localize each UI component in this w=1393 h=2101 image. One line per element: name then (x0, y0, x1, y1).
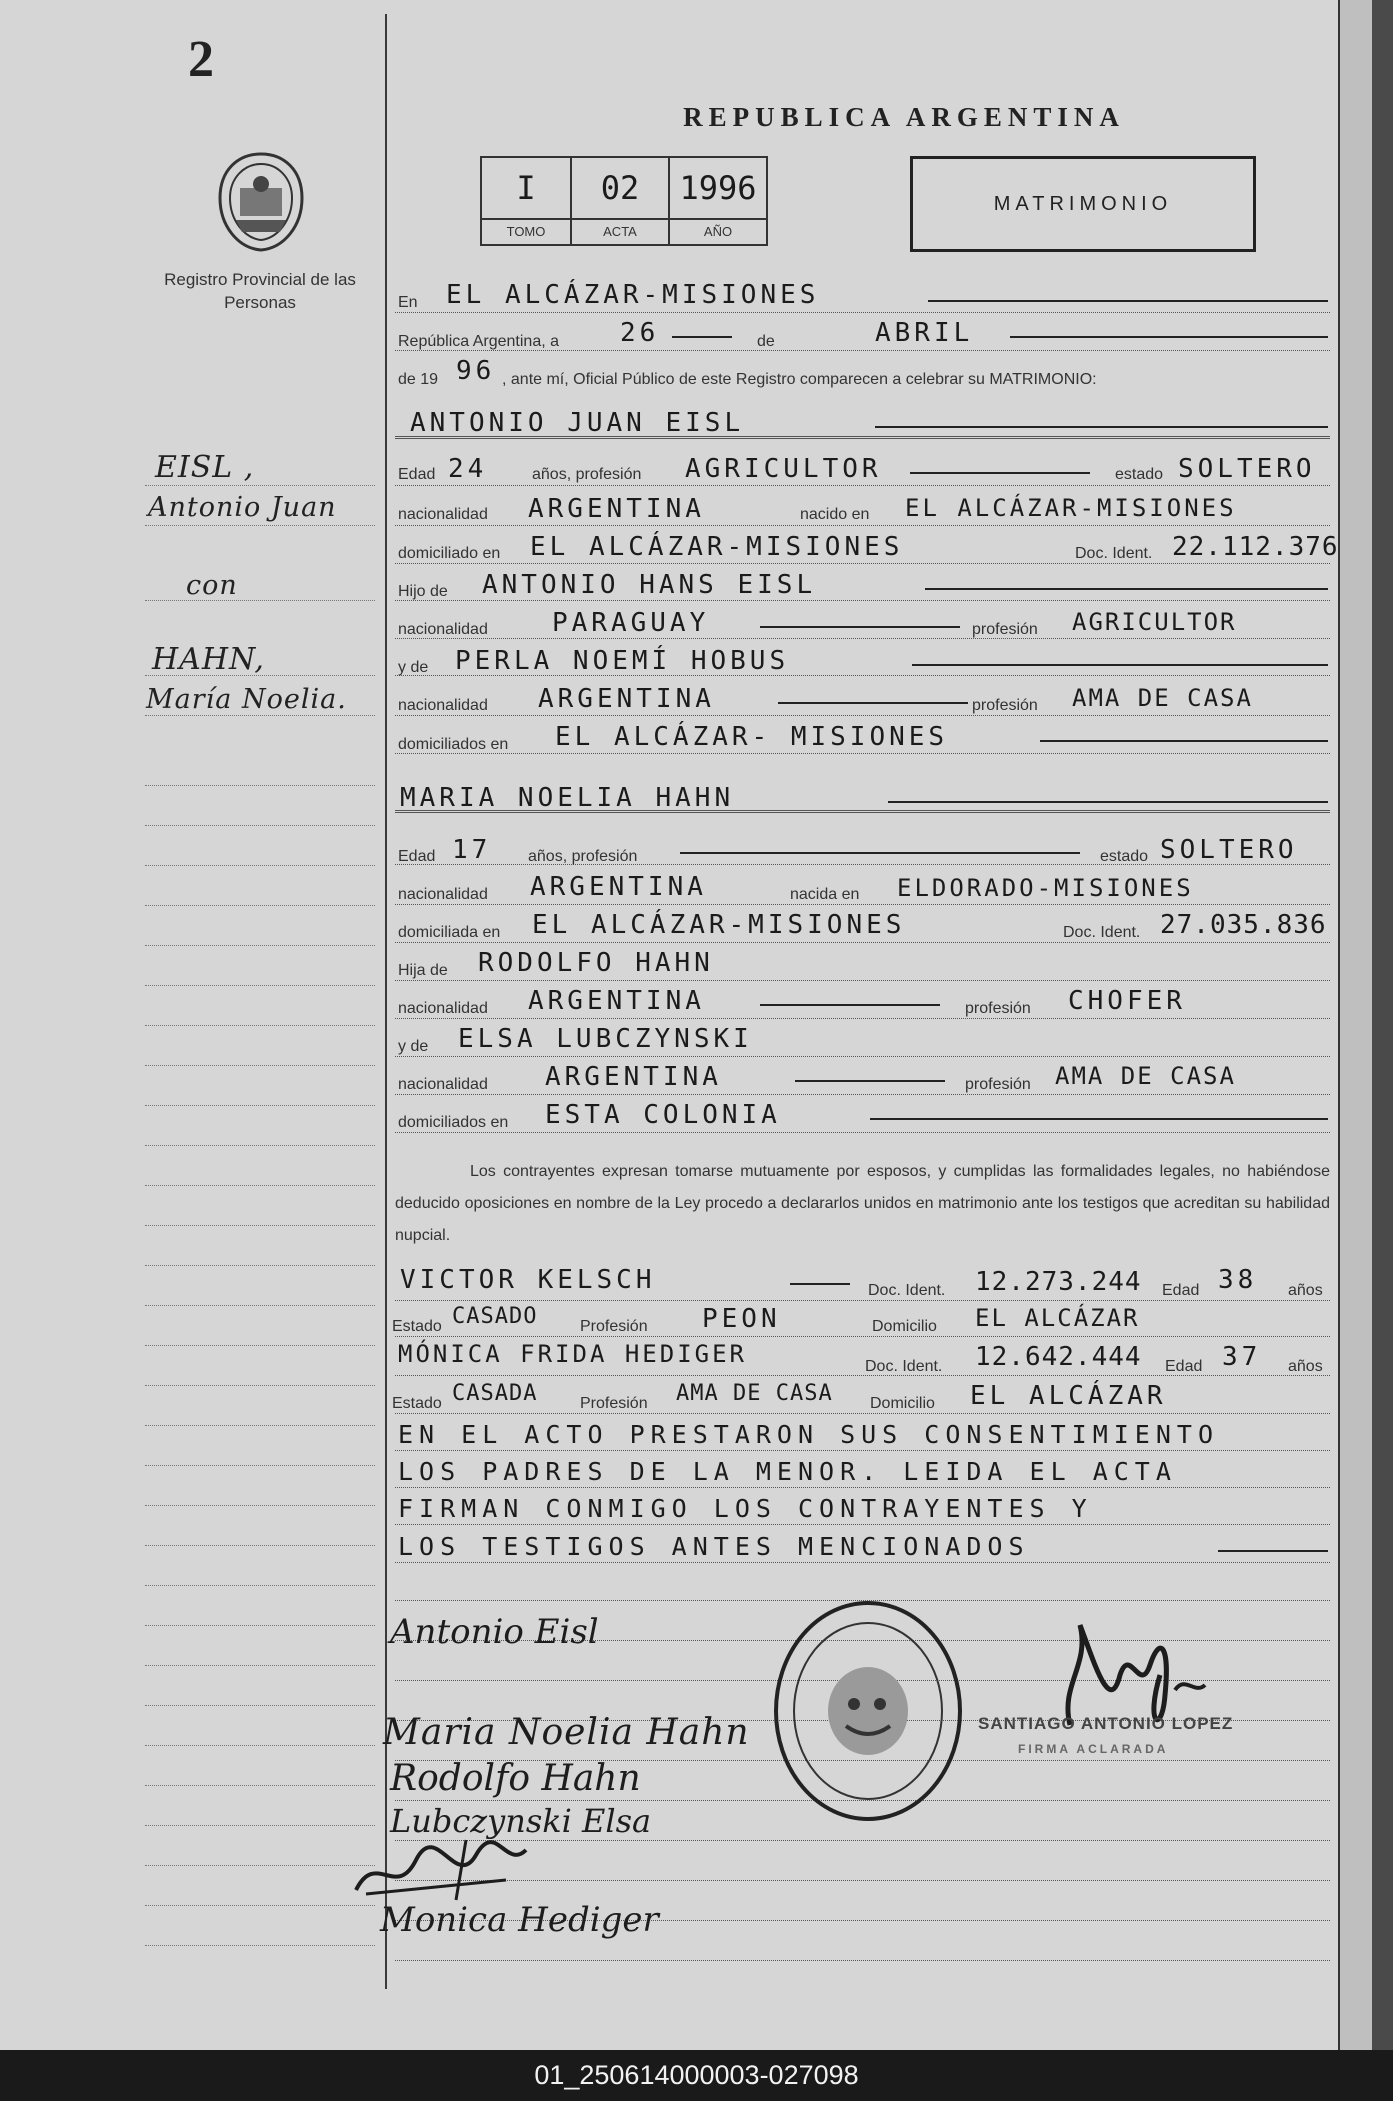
document-page: 2 Registro Provincial de las Personas EISL , Antonio Juan con HAHN, María Noelia. REPUBLICA ARGENTINA I 02 1996 TOMO ACTA AÑO MATRIMONIO En EL ALCÁZAR-MISIONES República Argentina, a 26 de ABRIL de 19 96 , ante mí, Oficial Público de este Registro comparecen a celebrar su MATRIMONIO: ANTONIO JUAN EISL Edad 24 años, profesión AGRICULTOR estado SOLTERO nacionalidad ARGENTINA nacido en EL ALCÁZAR-MISIONES domiciliado en EL ALCÁZAR-MISIONES Doc. Ident. 22.112.376 Hijo de ANTONIO HANS EISL nacionalidad PARAGUAY profesión AGRICULTOR y de PERLA NOEMÍ HOBUS nacionalidad ARGENTINA profesión AMA DE CASA domiciliados en EL ALCÁZAR- MISIONES MARIA NOELIA HAHN Edad 17 años, profesión estado SOLTERO nacionalidad ARGENTINA nacida en ELDORADO-MISIONES domiciliada en EL ALCÁZAR-MISIONES Doc. Ident. 27.035.836 Hija de RODOLFO HAHN nacionalidad ARGENTINA profesión CHOFER y de ELSA LUBCZYNSKI nacionalidad ARGENTINA profesión AMA DE CASA domiciliados en ESTA COLONIA Los contrayentes expresan tomarse mutuamente por esposos, y cumplidas las formalidades legales, no habiéndose deducido oposiciones en nombre de la Ley procedo a declararlos unidos en matrimonio ante los testigos que acreditan su habilidad nupcial. VICTOR KELSCH Doc. Ident. 12.273.244 Edad 38 años Estado CASADO Profesión PEON Domicilio EL ALCÁZAR MÓNICA FRIDA HEDIGER Doc. Ident. 12.642.444 Edad 37 años Estado CASADA Profesión AMA DE CASA Domicilio EL ALCÁZAR EN EL ACTO PRESTARON SUS CONSENTIMIENTO LOS PADRES DE LA MENOR. LEIDA EL ACTA FIRMAN CONMIGO LOS CONTRAYENTES Y LOS TESTIGOS ANTES MENCIONADOS Antonio Eisl Maria Noelia Hahn Rodolfo Hahn Lubczynski Elsa Monica Hediger SANTIAGO ANTONIO LOPEZ FIRMA ACLARADA (0, 0, 1370, 2050)
bride-civil-status: SOLTERO (1160, 835, 1298, 865)
note-line-1: EN EL ACTO PRESTARON SUS CONSENTIMIENTO (398, 1420, 1219, 1449)
groom-father: ANTONIO HANS EISL (482, 570, 817, 600)
bride-father: RODOLFO HAHN (478, 948, 714, 978)
ceremony-year: 96 (456, 356, 496, 386)
signature-bride: Maria Noelia Hahn (383, 1712, 750, 1753)
note-line-2: LOS PADRES DE LA MENOR. LEIDA EL ACTA (398, 1457, 1177, 1486)
document-type-box: MATRIMONIO (910, 156, 1256, 252)
signature-bride-mother: Lubczynski Elsa (390, 1802, 652, 1840)
tomo-acta-ano-box (480, 156, 768, 246)
bride-name: MARIA NOELIA HAHN (400, 783, 735, 813)
official-round-stamp (768, 1596, 968, 1826)
page-edge (1338, 0, 1372, 2050)
ceremony-day: 26 (620, 318, 660, 348)
registro-label: Registro Provincial de las Personas (164, 270, 356, 312)
provincial-seal-icon (214, 150, 308, 254)
margin-con: con (186, 570, 238, 601)
country-title: REPUBLICA ARGENTINA (683, 102, 1125, 132)
note-line-4: LOS TESTIGOS ANTES MENCIONADOS (398, 1532, 1030, 1561)
bride-doc-number: 27.035.836 (1160, 910, 1327, 940)
margin-divider (385, 14, 387, 1989)
ceremony-place: EL ALCÁZAR-MISIONES (446, 280, 820, 310)
bride-mother: ELSA LUBCZYNSKI (458, 1024, 753, 1054)
page-number: 2 (188, 31, 214, 88)
margin-name-groom: Antonio Juan (148, 492, 337, 523)
acta-value: 02 (572, 158, 670, 218)
margin-surname-bride: HAHN, (152, 642, 265, 677)
footer-id: 01_250614000003-027098 (534, 2060, 859, 2090)
groom-mother: PERLA NOEMÍ HOBUS (455, 646, 790, 676)
signature-witness2: Monica Hediger (380, 1900, 659, 1940)
margin-name-bride: María Noelia. (146, 684, 347, 715)
ano-label: AÑO (670, 218, 766, 244)
signature-bride-father: Rodolfo Hahn (390, 1758, 641, 1799)
signature-witness1-scribble (346, 1830, 546, 1910)
groom-name: ANTONIO JUAN EISL (410, 408, 745, 438)
footer-bar (0, 2050, 1393, 2101)
groom-profession: AGRICULTOR (685, 454, 882, 484)
tomo-value: I (482, 158, 572, 218)
acta-label: ACTA (572, 218, 670, 244)
tomo-label: TOMO (482, 218, 572, 244)
official-name-stamp: SANTIAGO ANTONIO LOPEZ (978, 1714, 1234, 1733)
ano-value: 1996 (679, 169, 757, 207)
margin-surname-groom: EISL , (155, 450, 255, 485)
groom-doc-number: 22.112.376 (1172, 532, 1339, 562)
declaration-text: Los contrayentes expresan tomarse mutuamente por esposos, y cumplidas las formalidades legales, no habiéndose deducido oposiciones en nombre de la Ley procedo a declararlos unidos en matrimonio ante los testigos que acreditan su habilidad nupcial. (395, 1163, 1330, 1244)
note-line-3: FIRMAN CONMIGO LOS CONTRAYENTES Y (398, 1494, 1093, 1523)
official-sub-stamp: FIRMA ACLARADA (1018, 1742, 1169, 1756)
witness1-name: VICTOR KELSCH (400, 1265, 656, 1295)
signature-groom: Antonio Eisl (390, 1612, 599, 1652)
witness2-name: MÓNICA FRIDA HEDIGER (398, 1340, 747, 1368)
ceremony-month: ABRIL (875, 318, 974, 348)
groom-civil-status: SOLTERO (1178, 454, 1316, 484)
